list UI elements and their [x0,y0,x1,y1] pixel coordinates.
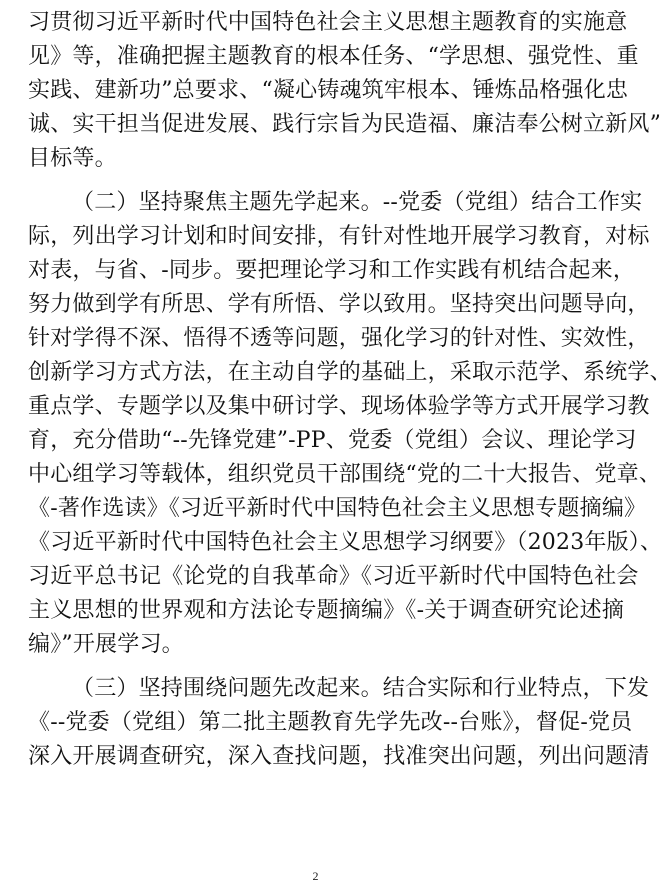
paragraph-line: 见》等，准确把握主题教育的根本任务、“学思想、强党性、重 [28,44,639,69]
paragraph-line: 对表，与省、-同步。要把理论学习和工作实践有机结合起来， [28,258,636,283]
paragraph-line: 《--党委（党组）第二批主题教育先学先改--台账》，督促-党员 [28,710,633,735]
paragraph-line: 编》”开展学习。 [28,632,184,657]
paragraph-line: 习近平总书记《论党的自我革命》《习近平新时代中国特色社会 [28,564,639,589]
paragraph-line: 重点学、专题学以及集中研讨学、现场体验学等方式开展学习教 [28,394,650,419]
paragraph-line: 诚、实干担当促进发展、践行宗旨为民造福、廉洁奉公树立新风” [28,112,662,137]
paragraph-line: 中心组学习等载体，组织党员干部围绕“党的二十大报告、党章、 [28,462,662,487]
page-number: 2 [312,869,319,883]
paragraph-line: 创新学习方式方法，在主动自学的基础上，采取示范学、系统学、 [28,360,672,385]
paragraph-line: 际，列出学习计划和时间安排，有针对性地开展学习教育，对标 [28,224,650,249]
paragraph-heading-line: （三）坚持围绕问题先改起来。结合实际和行业特点，下发 [72,676,650,701]
paragraph-line: 努力做到学有所思、学有所悟、学以致用。坚持突出问题导向， [28,292,650,317]
paragraph-line: 育，充分借助“--先锋党建”-PP、党委（党组）会议、理论学习 [28,428,637,453]
paragraph-line: 深入开展调查研究，深入查找问题，找准突出问题，列出问题清 [28,744,650,769]
paragraph-line: 《-著作选读》《习近平新时代中国特色社会主义思想专题摘编》 [28,496,647,521]
paragraph-heading-line: （二）坚持聚焦主题先学起来。--党委（党组）结合工作实 [72,190,643,215]
paragraph-line: 《习近平新时代中国特色社会主义思想学习纲要》（2023年版）、 [28,530,663,555]
paragraph-line: 针对学得不深、悟得不透等问题，强化学习的针对性、实效性， [28,326,650,351]
paragraph-line: 实践、建新功”总要求、“凝心铸魂筑牢根本、锤炼品格强化忠 [28,78,629,103]
paragraph-line: 主义思想的世界观和方法论专题摘编》《-关于调查研究论述摘 [28,598,625,623]
paragraph-line: 习贯彻习近平新时代中国特色社会主义思想主题教育的实施意 [28,10,628,35]
paragraph-line: 目标等。 [28,146,117,171]
